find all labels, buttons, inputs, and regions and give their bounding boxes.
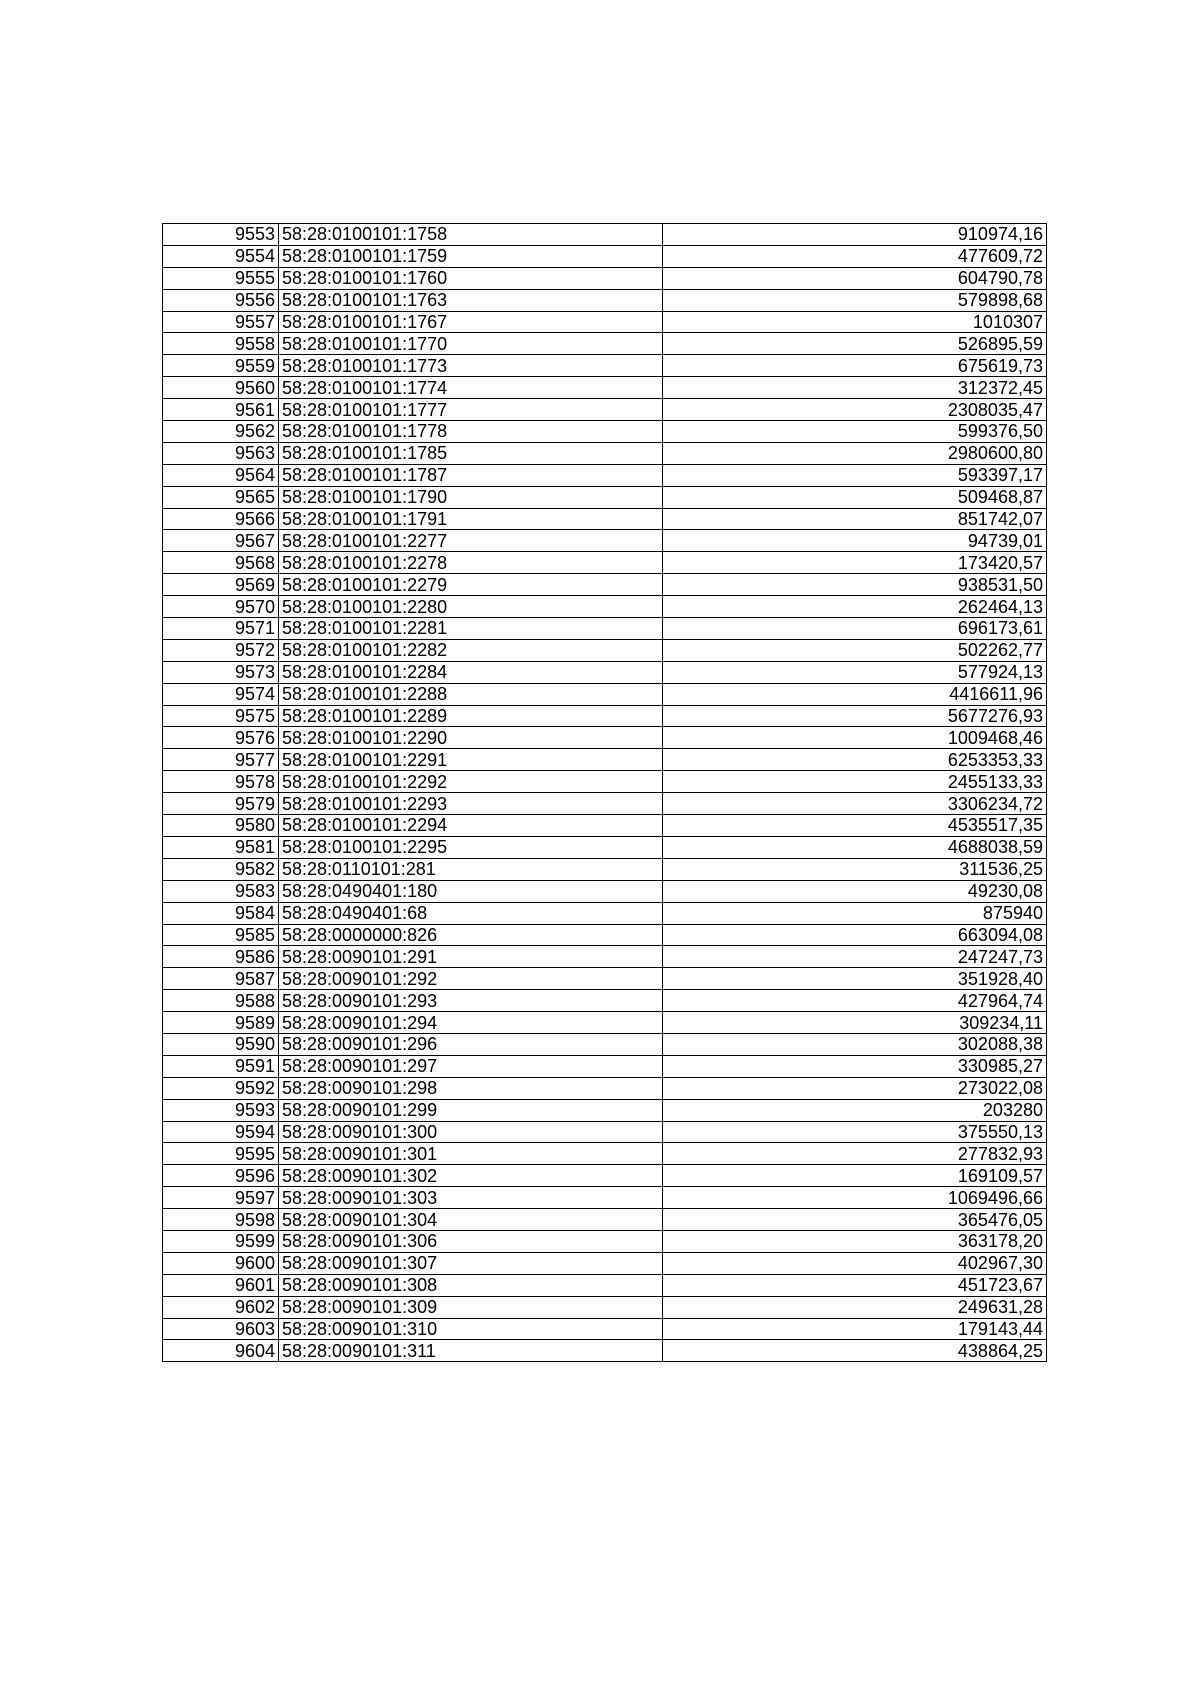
table-row xyxy=(163,749,1047,771)
value-cell: 351928,40 xyxy=(663,968,1047,990)
table-row xyxy=(163,990,1047,1012)
row-number-cell: 9560 xyxy=(163,377,279,399)
table-row xyxy=(163,946,1047,968)
value-cell: 451723,67 xyxy=(663,1274,1047,1296)
cadastral-number-cell: 58:28:0100101:1778 xyxy=(279,421,663,443)
value-cell: 2308035,47 xyxy=(663,399,1047,421)
cadastral-number-cell: 58:28:0490401:180 xyxy=(279,880,663,902)
table-row xyxy=(163,924,1047,946)
row-number-cell: 9587 xyxy=(163,968,279,990)
cadastral-number-cell: 58:28:0090101:307 xyxy=(279,1252,663,1274)
cadastral-number-cell: 58:28:0100101:2278 xyxy=(279,552,663,574)
row-number-cell: 9559 xyxy=(163,355,279,377)
cadastral-number-cell: 58:28:0090101:300 xyxy=(279,1121,663,1143)
row-number-cell: 9567 xyxy=(163,530,279,552)
cadastral-number-cell: 58:28:0100101:2291 xyxy=(279,749,663,771)
cadastral-number-cell: 58:28:0090101:311 xyxy=(279,1340,663,1362)
cadastral-number-cell: 58:28:0090101:303 xyxy=(279,1187,663,1209)
value-cell: 1009468,46 xyxy=(663,727,1047,749)
value-cell: 938531,50 xyxy=(663,574,1047,596)
value-cell: 94739,01 xyxy=(663,530,1047,552)
value-cell: 4688038,59 xyxy=(663,836,1047,858)
row-number-cell: 9565 xyxy=(163,486,279,508)
row-number-cell: 9561 xyxy=(163,399,279,421)
table-row xyxy=(163,1165,1047,1187)
row-number-cell: 9571 xyxy=(163,618,279,640)
value-cell: 875940 xyxy=(663,902,1047,924)
table-row xyxy=(163,639,1047,661)
cadastral-table xyxy=(162,223,1047,1362)
cadastral-number-cell: 58:28:0090101:292 xyxy=(279,968,663,990)
cadastral-number-cell: 58:28:0090101:291 xyxy=(279,946,663,968)
value-cell: 402967,30 xyxy=(663,1252,1047,1274)
cadastral-number-cell: 58:28:0100101:1770 xyxy=(279,333,663,355)
cadastral-number-cell: 58:28:0100101:2281 xyxy=(279,618,663,640)
value-cell: 179143,44 xyxy=(663,1318,1047,1340)
value-cell: 477609,72 xyxy=(663,245,1047,267)
value-cell: 363178,20 xyxy=(663,1230,1047,1252)
value-cell: 6253353,33 xyxy=(663,749,1047,771)
table-row xyxy=(163,421,1047,443)
value-cell: 309234,11 xyxy=(663,1012,1047,1034)
row-number-cell: 9577 xyxy=(163,749,279,771)
row-number-cell: 9594 xyxy=(163,1121,279,1143)
table-row xyxy=(163,596,1047,618)
table-row xyxy=(163,1012,1047,1034)
table-row xyxy=(163,661,1047,683)
value-cell: 696173,61 xyxy=(663,618,1047,640)
cadastral-number-cell: 58:28:0100101:1785 xyxy=(279,442,663,464)
value-cell: 526895,59 xyxy=(663,333,1047,355)
value-cell: 4416611,96 xyxy=(663,683,1047,705)
row-number-cell: 9588 xyxy=(163,990,279,1012)
row-number-cell: 9555 xyxy=(163,267,279,289)
table-row xyxy=(163,1318,1047,1340)
cadastral-number-cell: 58:28:0090101:296 xyxy=(279,1033,663,1055)
row-number-cell: 9604 xyxy=(163,1340,279,1362)
cadastral-number-cell: 58:28:0090101:293 xyxy=(279,990,663,1012)
cadastral-number-cell: 58:28:0100101:2292 xyxy=(279,771,663,793)
value-cell: 203280 xyxy=(663,1099,1047,1121)
value-cell: 910974,16 xyxy=(663,224,1047,246)
row-number-cell: 9557 xyxy=(163,311,279,333)
cadastral-number-cell: 58:28:0100101:2277 xyxy=(279,530,663,552)
table-row xyxy=(163,1099,1047,1121)
table-row xyxy=(163,968,1047,990)
row-number-cell: 9554 xyxy=(163,245,279,267)
value-cell: 277832,93 xyxy=(663,1143,1047,1165)
cadastral-number-cell: 58:28:0090101:294 xyxy=(279,1012,663,1034)
value-cell: 365476,05 xyxy=(663,1209,1047,1231)
table-row xyxy=(163,858,1047,880)
table-row xyxy=(163,508,1047,530)
row-number-cell: 9564 xyxy=(163,464,279,486)
row-number-cell: 9569 xyxy=(163,574,279,596)
value-cell: 311536,25 xyxy=(663,858,1047,880)
table-row xyxy=(163,1340,1047,1362)
row-number-cell: 9566 xyxy=(163,508,279,530)
table-row xyxy=(163,880,1047,902)
row-number-cell: 9573 xyxy=(163,661,279,683)
row-number-cell: 9597 xyxy=(163,1187,279,1209)
value-cell: 4535517,35 xyxy=(663,815,1047,837)
value-cell: 599376,50 xyxy=(663,421,1047,443)
cadastral-number-cell: 58:28:0100101:2293 xyxy=(279,793,663,815)
table-row xyxy=(163,793,1047,815)
row-number-cell: 9593 xyxy=(163,1099,279,1121)
table-row xyxy=(163,683,1047,705)
row-number-cell: 9590 xyxy=(163,1033,279,1055)
row-number-cell: 9596 xyxy=(163,1165,279,1187)
row-number-cell: 9589 xyxy=(163,1012,279,1034)
table-row xyxy=(163,333,1047,355)
cadastral-number-cell: 58:28:0100101:1790 xyxy=(279,486,663,508)
table-row xyxy=(163,902,1047,924)
cadastral-number-cell: 58:28:0100101:1773 xyxy=(279,355,663,377)
row-number-cell: 9601 xyxy=(163,1274,279,1296)
table-row xyxy=(163,727,1047,749)
cadastral-number-cell: 58:28:0100101:2280 xyxy=(279,596,663,618)
value-cell: 2455133,33 xyxy=(663,771,1047,793)
table-row xyxy=(163,267,1047,289)
cadastral-number-cell: 58:28:0100101:1787 xyxy=(279,464,663,486)
value-cell: 247247,73 xyxy=(663,946,1047,968)
table-row xyxy=(163,1252,1047,1274)
table-body xyxy=(163,224,1047,1362)
row-number-cell: 9562 xyxy=(163,421,279,443)
cadastral-number-cell: 58:28:0100101:1791 xyxy=(279,508,663,530)
cadastral-number-cell: 58:28:0000000:826 xyxy=(279,924,663,946)
value-cell: 675619,73 xyxy=(663,355,1047,377)
value-cell: 312372,45 xyxy=(663,377,1047,399)
table-row xyxy=(163,618,1047,640)
cadastral-number-cell: 58:28:0100101:1763 xyxy=(279,289,663,311)
row-number-cell: 9575 xyxy=(163,705,279,727)
row-number-cell: 9585 xyxy=(163,924,279,946)
value-cell: 851742,07 xyxy=(663,508,1047,530)
cadastral-number-cell: 58:28:0100101:2279 xyxy=(279,574,663,596)
cadastral-number-cell: 58:28:0100101:2295 xyxy=(279,836,663,858)
value-cell: 663094,08 xyxy=(663,924,1047,946)
table-row xyxy=(163,530,1047,552)
value-cell: 579898,68 xyxy=(663,289,1047,311)
document-page xyxy=(162,223,1046,1362)
row-number-cell: 9584 xyxy=(163,902,279,924)
row-number-cell: 9578 xyxy=(163,771,279,793)
row-number-cell: 9563 xyxy=(163,442,279,464)
row-number-cell: 9591 xyxy=(163,1055,279,1077)
table-row xyxy=(163,486,1047,508)
cadastral-number-cell: 58:28:0090101:297 xyxy=(279,1055,663,1077)
value-cell: 49230,08 xyxy=(663,880,1047,902)
value-cell: 577924,13 xyxy=(663,661,1047,683)
row-number-cell: 9579 xyxy=(163,793,279,815)
value-cell: 173420,57 xyxy=(663,552,1047,574)
table-row xyxy=(163,377,1047,399)
value-cell: 273022,08 xyxy=(663,1077,1047,1099)
value-cell: 1010307 xyxy=(663,311,1047,333)
row-number-cell: 9580 xyxy=(163,815,279,837)
row-number-cell: 9556 xyxy=(163,289,279,311)
value-cell: 302088,38 xyxy=(663,1033,1047,1055)
value-cell: 3306234,72 xyxy=(663,793,1047,815)
value-cell: 249631,28 xyxy=(663,1296,1047,1318)
table-row xyxy=(163,464,1047,486)
cadastral-number-cell: 58:28:0100101:2288 xyxy=(279,683,663,705)
cadastral-number-cell: 58:28:0100101:1777 xyxy=(279,399,663,421)
table-row xyxy=(163,1296,1047,1318)
table-row xyxy=(163,771,1047,793)
value-cell: 330985,27 xyxy=(663,1055,1047,1077)
cadastral-number-cell: 58:28:0090101:306 xyxy=(279,1230,663,1252)
table-row xyxy=(163,836,1047,858)
cadastral-number-cell: 58:28:0100101:2289 xyxy=(279,705,663,727)
row-number-cell: 9603 xyxy=(163,1318,279,1340)
table-row xyxy=(163,1209,1047,1231)
table-row xyxy=(163,224,1047,246)
table-row xyxy=(163,1077,1047,1099)
table-row xyxy=(163,1230,1047,1252)
value-cell: 427964,74 xyxy=(663,990,1047,1012)
row-number-cell: 9574 xyxy=(163,683,279,705)
value-cell: 502262,77 xyxy=(663,639,1047,661)
table-row xyxy=(163,289,1047,311)
table-row xyxy=(163,815,1047,837)
value-cell: 2980600,80 xyxy=(663,442,1047,464)
row-number-cell: 9576 xyxy=(163,727,279,749)
value-cell: 593397,17 xyxy=(663,464,1047,486)
table-row xyxy=(163,355,1047,377)
value-cell: 169109,57 xyxy=(663,1165,1047,1187)
row-number-cell: 9553 xyxy=(163,224,279,246)
value-cell: 262464,13 xyxy=(663,596,1047,618)
row-number-cell: 9595 xyxy=(163,1143,279,1165)
cadastral-number-cell: 58:28:0090101:308 xyxy=(279,1274,663,1296)
row-number-cell: 9599 xyxy=(163,1230,279,1252)
cadastral-number-cell: 58:28:0090101:309 xyxy=(279,1296,663,1318)
cadastral-number-cell: 58:28:0090101:304 xyxy=(279,1209,663,1231)
value-cell: 438864,25 xyxy=(663,1340,1047,1362)
cadastral-number-cell: 58:28:0100101:1758 xyxy=(279,224,663,246)
table-row xyxy=(163,1033,1047,1055)
table-row xyxy=(163,399,1047,421)
value-cell: 1069496,66 xyxy=(663,1187,1047,1209)
value-cell: 375550,13 xyxy=(663,1121,1047,1143)
cadastral-number-cell: 58:28:0490401:68 xyxy=(279,902,663,924)
row-number-cell: 9602 xyxy=(163,1296,279,1318)
cadastral-number-cell: 58:28:0100101:1759 xyxy=(279,245,663,267)
row-number-cell: 9583 xyxy=(163,880,279,902)
row-number-cell: 9568 xyxy=(163,552,279,574)
cadastral-number-cell: 58:28:0090101:299 xyxy=(279,1099,663,1121)
cadastral-number-cell: 58:28:0110101:281 xyxy=(279,858,663,880)
table-row xyxy=(163,705,1047,727)
value-cell: 5677276,93 xyxy=(663,705,1047,727)
table-row xyxy=(163,311,1047,333)
table-row xyxy=(163,1121,1047,1143)
cadastral-number-cell: 58:28:0090101:310 xyxy=(279,1318,663,1340)
cadastral-number-cell: 58:28:0090101:301 xyxy=(279,1143,663,1165)
table-row xyxy=(163,574,1047,596)
value-cell: 604790,78 xyxy=(663,267,1047,289)
row-number-cell: 9582 xyxy=(163,858,279,880)
cadastral-number-cell: 58:28:0100101:2294 xyxy=(279,815,663,837)
cadastral-number-cell: 58:28:0100101:1760 xyxy=(279,267,663,289)
row-number-cell: 9600 xyxy=(163,1252,279,1274)
table-row xyxy=(163,1274,1047,1296)
row-number-cell: 9570 xyxy=(163,596,279,618)
row-number-cell: 9586 xyxy=(163,946,279,968)
table-row xyxy=(163,1187,1047,1209)
cadastral-number-cell: 58:28:0100101:2290 xyxy=(279,727,663,749)
row-number-cell: 9598 xyxy=(163,1209,279,1231)
row-number-cell: 9592 xyxy=(163,1077,279,1099)
cadastral-number-cell: 58:28:0100101:1767 xyxy=(279,311,663,333)
cadastral-number-cell: 58:28:0100101:2284 xyxy=(279,661,663,683)
value-cell: 509468,87 xyxy=(663,486,1047,508)
cadastral-number-cell: 58:28:0100101:2282 xyxy=(279,639,663,661)
row-number-cell: 9581 xyxy=(163,836,279,858)
cadastral-number-cell: 58:28:0090101:298 xyxy=(279,1077,663,1099)
table-row xyxy=(163,552,1047,574)
table-row xyxy=(163,1143,1047,1165)
table-row xyxy=(163,442,1047,464)
cadastral-number-cell: 58:28:0100101:1774 xyxy=(279,377,663,399)
cadastral-number-cell: 58:28:0090101:302 xyxy=(279,1165,663,1187)
table-row xyxy=(163,1055,1047,1077)
table-row xyxy=(163,245,1047,267)
row-number-cell: 9572 xyxy=(163,639,279,661)
row-number-cell: 9558 xyxy=(163,333,279,355)
